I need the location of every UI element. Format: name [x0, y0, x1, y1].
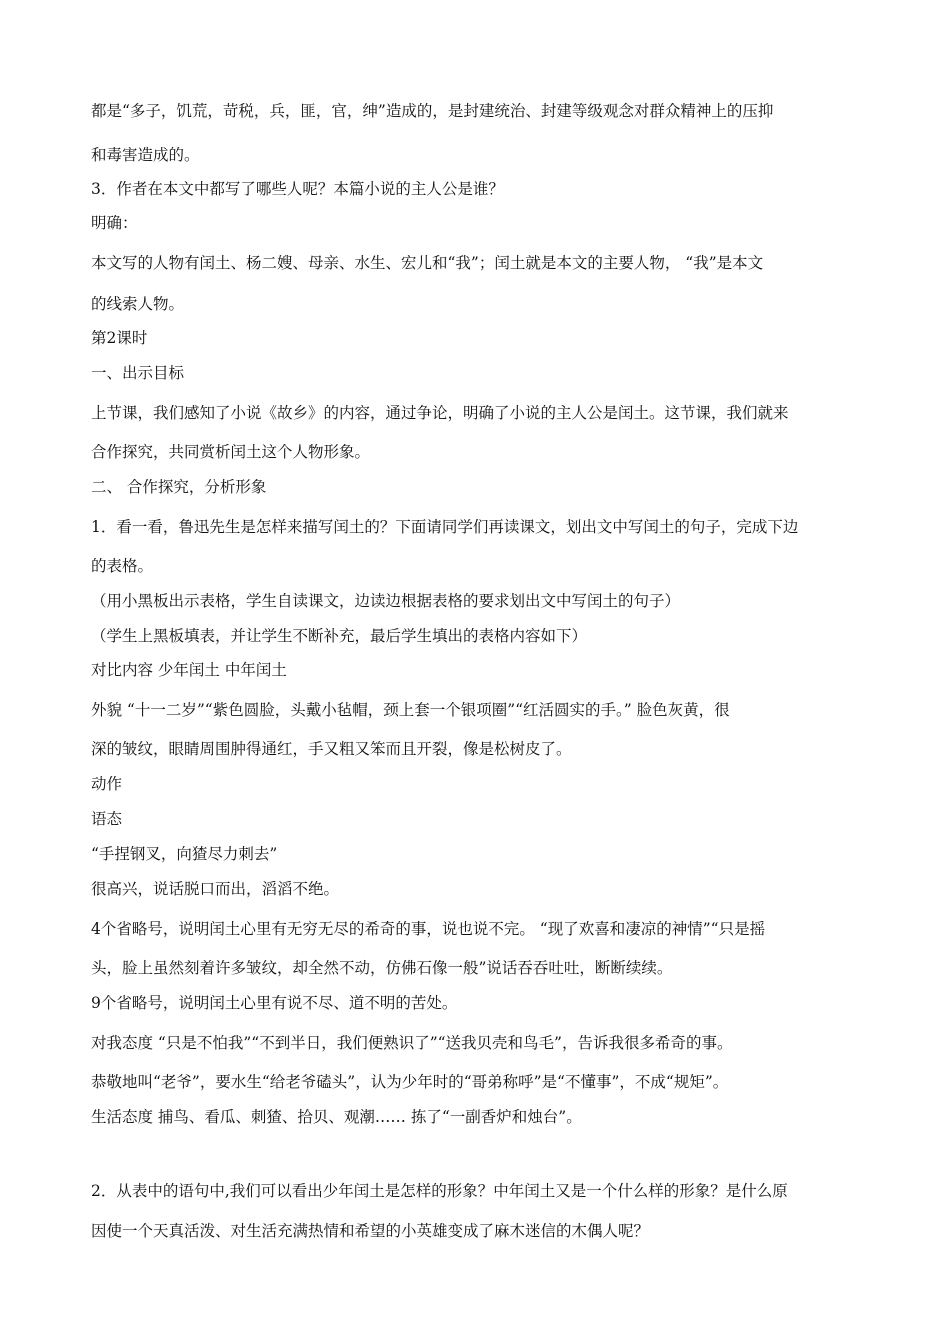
text-line: 的线索人物。 [91, 295, 185, 313]
text-line: 语态 [91, 810, 123, 828]
text-line: 第2课时 [91, 329, 148, 347]
text-line: 的表格。 [91, 557, 154, 575]
text-line: 4个省略号，说明闰土心里有无穷无尽的希奇的事，说也说不完。 “现了欢喜和凄凉的神情”“只是摇 [91, 920, 766, 938]
text-line: 一、出示目标 [91, 364, 185, 382]
text-line: 上节课，我们感知了小说《故乡》的内容，通过争论，明确了小说的主人公是闰土。这节课，我们就来 [91, 404, 789, 422]
text-line: 头，脸上虽然刻着许多皱纹，却全然不动，仿佛石像一般”说话吞吞吐吐，断断续续。 [91, 959, 673, 977]
text-line: 都是“多子，饥荒，苛税，兵，匪，官，绅”造成的，是封建统治、封建等级观念对群众精神上的压抑 [91, 102, 774, 120]
text-line: 明确： [91, 214, 138, 232]
text-line: 恭敬地叫“老爷”，要水生“给老爷磕头”，认为少年时的“哥弟称呼”是“不懂事”，不成“规矩”。 [91, 1073, 729, 1091]
text-line: 生活态度 捕鸟、看瓜、刺猹、拾贝、观潮…… 拣了“一副香炉和烛台”。 [91, 1108, 582, 1126]
text-line: 二、 合作探究，分析形象 [91, 478, 267, 496]
text-line: “手捏钢叉，向猹尽力刺去” [91, 845, 278, 863]
text-line: 本文写的人物有闰土、杨二嫂、母亲、水生、宏儿和“我”；闰土就是本文的主要人物， “我”是本文 [91, 254, 764, 272]
text-line: 9个省略号，说明闰土心里有说不尽、道不明的苦处。 [91, 994, 458, 1012]
text-line: 和毒害造成的。 [91, 146, 200, 164]
text-line: （学生上黑板填表，并让学生不断补充，最后学生填出的表格内容如下） [91, 627, 588, 645]
text-line: 3．作者在本文中都写了哪些人呢？本篇小说的主人公是谁？ [91, 180, 504, 198]
text-line: 深的皱纹，眼睛周围肿得通红，手又粗又笨而且开裂，像是松树皮了。 [91, 740, 572, 758]
text-line: 对比内容 少年闰土 中年闰土 [91, 661, 287, 679]
text-line: 因使一个天真活泼、对生活充满热情和希望的小英雄变成了麻木迷信的木偶人呢？ [91, 1222, 650, 1240]
text-line: 对我态度 “只是不怕我”“不到半日，我们便熟识了”“送我贝壳和鸟毛”，告诉我很多希奇的事。 [91, 1034, 733, 1052]
text-line: 1．看一看，鲁迅先生是怎样来描写闰土的？下面请同学们再读课文，划出文中写闰土的句子，完成下边 [91, 518, 799, 536]
text-line: 动作 [91, 775, 123, 793]
text-line: 合作探究，共同赏析闰土这个人物形象。 [91, 443, 371, 461]
text-line: 外貌 “十一二岁”“紫色圆脸，头戴小毡帽，颈上套一个银项圈”“红活圆实的手。” 脸色灰黄，很 [91, 701, 730, 719]
text-line: （用小黑板出示表格，学生自读课文，边读边根据表格的要求划出文中写闰土的句子） [91, 592, 681, 610]
text-line: 很高兴，说话脱口而出，滔滔不绝。 [91, 880, 340, 898]
text-line: 2．从表中的语句中,我们可以看出少年闰土是怎样的形象？中年闰土又是一个什么样的形象？是什么原 [91, 1182, 788, 1200]
